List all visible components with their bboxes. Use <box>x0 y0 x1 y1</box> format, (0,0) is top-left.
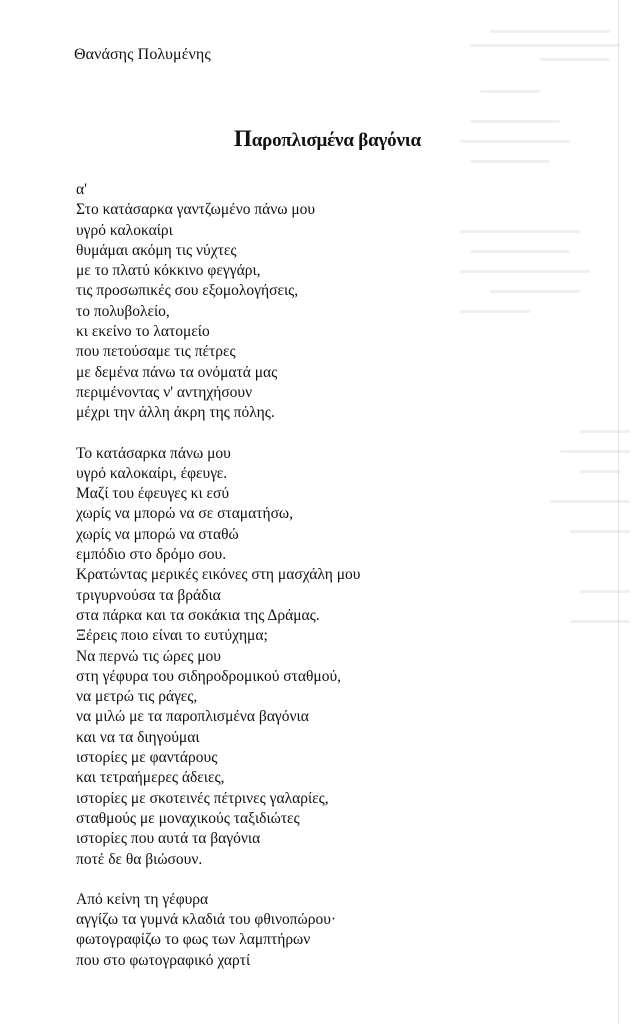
poem-line: και τετραήμερες άδειες, <box>76 769 225 787</box>
poem-line: Από κείνη τη γέφυρα <box>76 890 209 908</box>
poem-line: υγρό καλοκαίρι <box>76 221 173 239</box>
section-mark: α' <box>76 181 87 198</box>
stanza-container <box>76 200 596 971</box>
title-initial: Π <box>234 126 252 151</box>
poem-line: θυμάμαι ακόμη τις νύχτες <box>76 241 237 259</box>
poem-title <box>234 126 421 152</box>
poem-line: να μιλώ με τα παροπλισμένα βαγόνια <box>76 708 309 726</box>
author-name: Θανάσης Πολυμένης <box>74 46 211 63</box>
stanza <box>76 444 596 870</box>
title-rest: αροπλισμένα βαγόνια <box>251 130 421 151</box>
poem-line: αγγίζω τα γυμνά κλαδιά του φθινοπώρου· <box>76 911 337 929</box>
poem-line: Ξέρεις ποιο είναι το ευτύχημα; <box>76 627 268 645</box>
stanza <box>76 200 596 423</box>
poem-line: Να περνώ τις ώρες μου <box>76 647 221 665</box>
poem-line: στα πάρκα και τα σοκάκια της Δράμας. <box>76 606 320 624</box>
poem-line: με δεμένα πάνω τα ονόματά μας <box>76 363 278 381</box>
poem-line: μέχρι την άλλη άκρη της πόλης. <box>76 404 275 422</box>
poem-line: Το κατάσαρκα πάνω μου <box>76 444 231 462</box>
poem-line: ιστορίες με σκοτεινές πέτρινες γαλαρίες, <box>76 789 329 807</box>
poem-line: στη γέφυρα του σιδηροδρομικού σταθμού, <box>76 667 341 685</box>
poem-line: τις προσωπικές σου εξομολογήσεις, <box>76 282 299 300</box>
poem-line: να μετρώ τις ράγες, <box>76 688 198 706</box>
poem-line: ποτέ δε θα βιώσουν. <box>76 850 203 868</box>
poem-line: τριγυρνούσα τα βράδια <box>76 586 221 604</box>
poem-line: υγρό καλοκαίρι, έφευγε. <box>76 464 228 482</box>
poem-line: που πετούσαμε τις πέτρες <box>76 343 236 361</box>
poem-line: ιστορίες που αυτά τα βαγόνια <box>76 830 261 848</box>
poem-line: Κρατώντας μερικές εικόνες στη μασχάλη μου <box>76 566 361 584</box>
stanza <box>76 890 596 971</box>
poem-line: σταθμούς με μοναχικούς ταξιδιώτες <box>76 809 300 827</box>
poem-line: ιστορίες με φαντάρους <box>76 749 218 767</box>
poem-line: φωτογραφίζω το φως των λαμπτήρων <box>76 931 311 949</box>
poem-line: εμπόδιο στο δρόμο σου. <box>76 546 227 564</box>
poem-body <box>76 180 596 991</box>
poem-line: χωρίς να μπορώ να σε σταματήσω, <box>76 505 294 523</box>
poem-line: περιμένοντας ν' αντηχήσουν <box>76 383 253 401</box>
poem-line: χωρίς να μπορώ να σταθώ <box>76 525 239 543</box>
poem-line: που στο φωτογραφικό χαρτί <box>76 951 251 969</box>
poem-line: το πολυβολείο, <box>76 302 170 320</box>
poem-line: Στο κατάσαρκα γαντζωμένο πάνω μου <box>76 201 316 219</box>
poem-line: και να τα διηγούμαι <box>76 728 200 746</box>
poem-line: κι εκείνο το λατομείο <box>76 323 210 341</box>
poem-line: με το πλατύ κόκκινο φεγγάρι, <box>76 262 261 280</box>
poem-line: Μαζί του έφευγες κι εσύ <box>76 485 230 503</box>
